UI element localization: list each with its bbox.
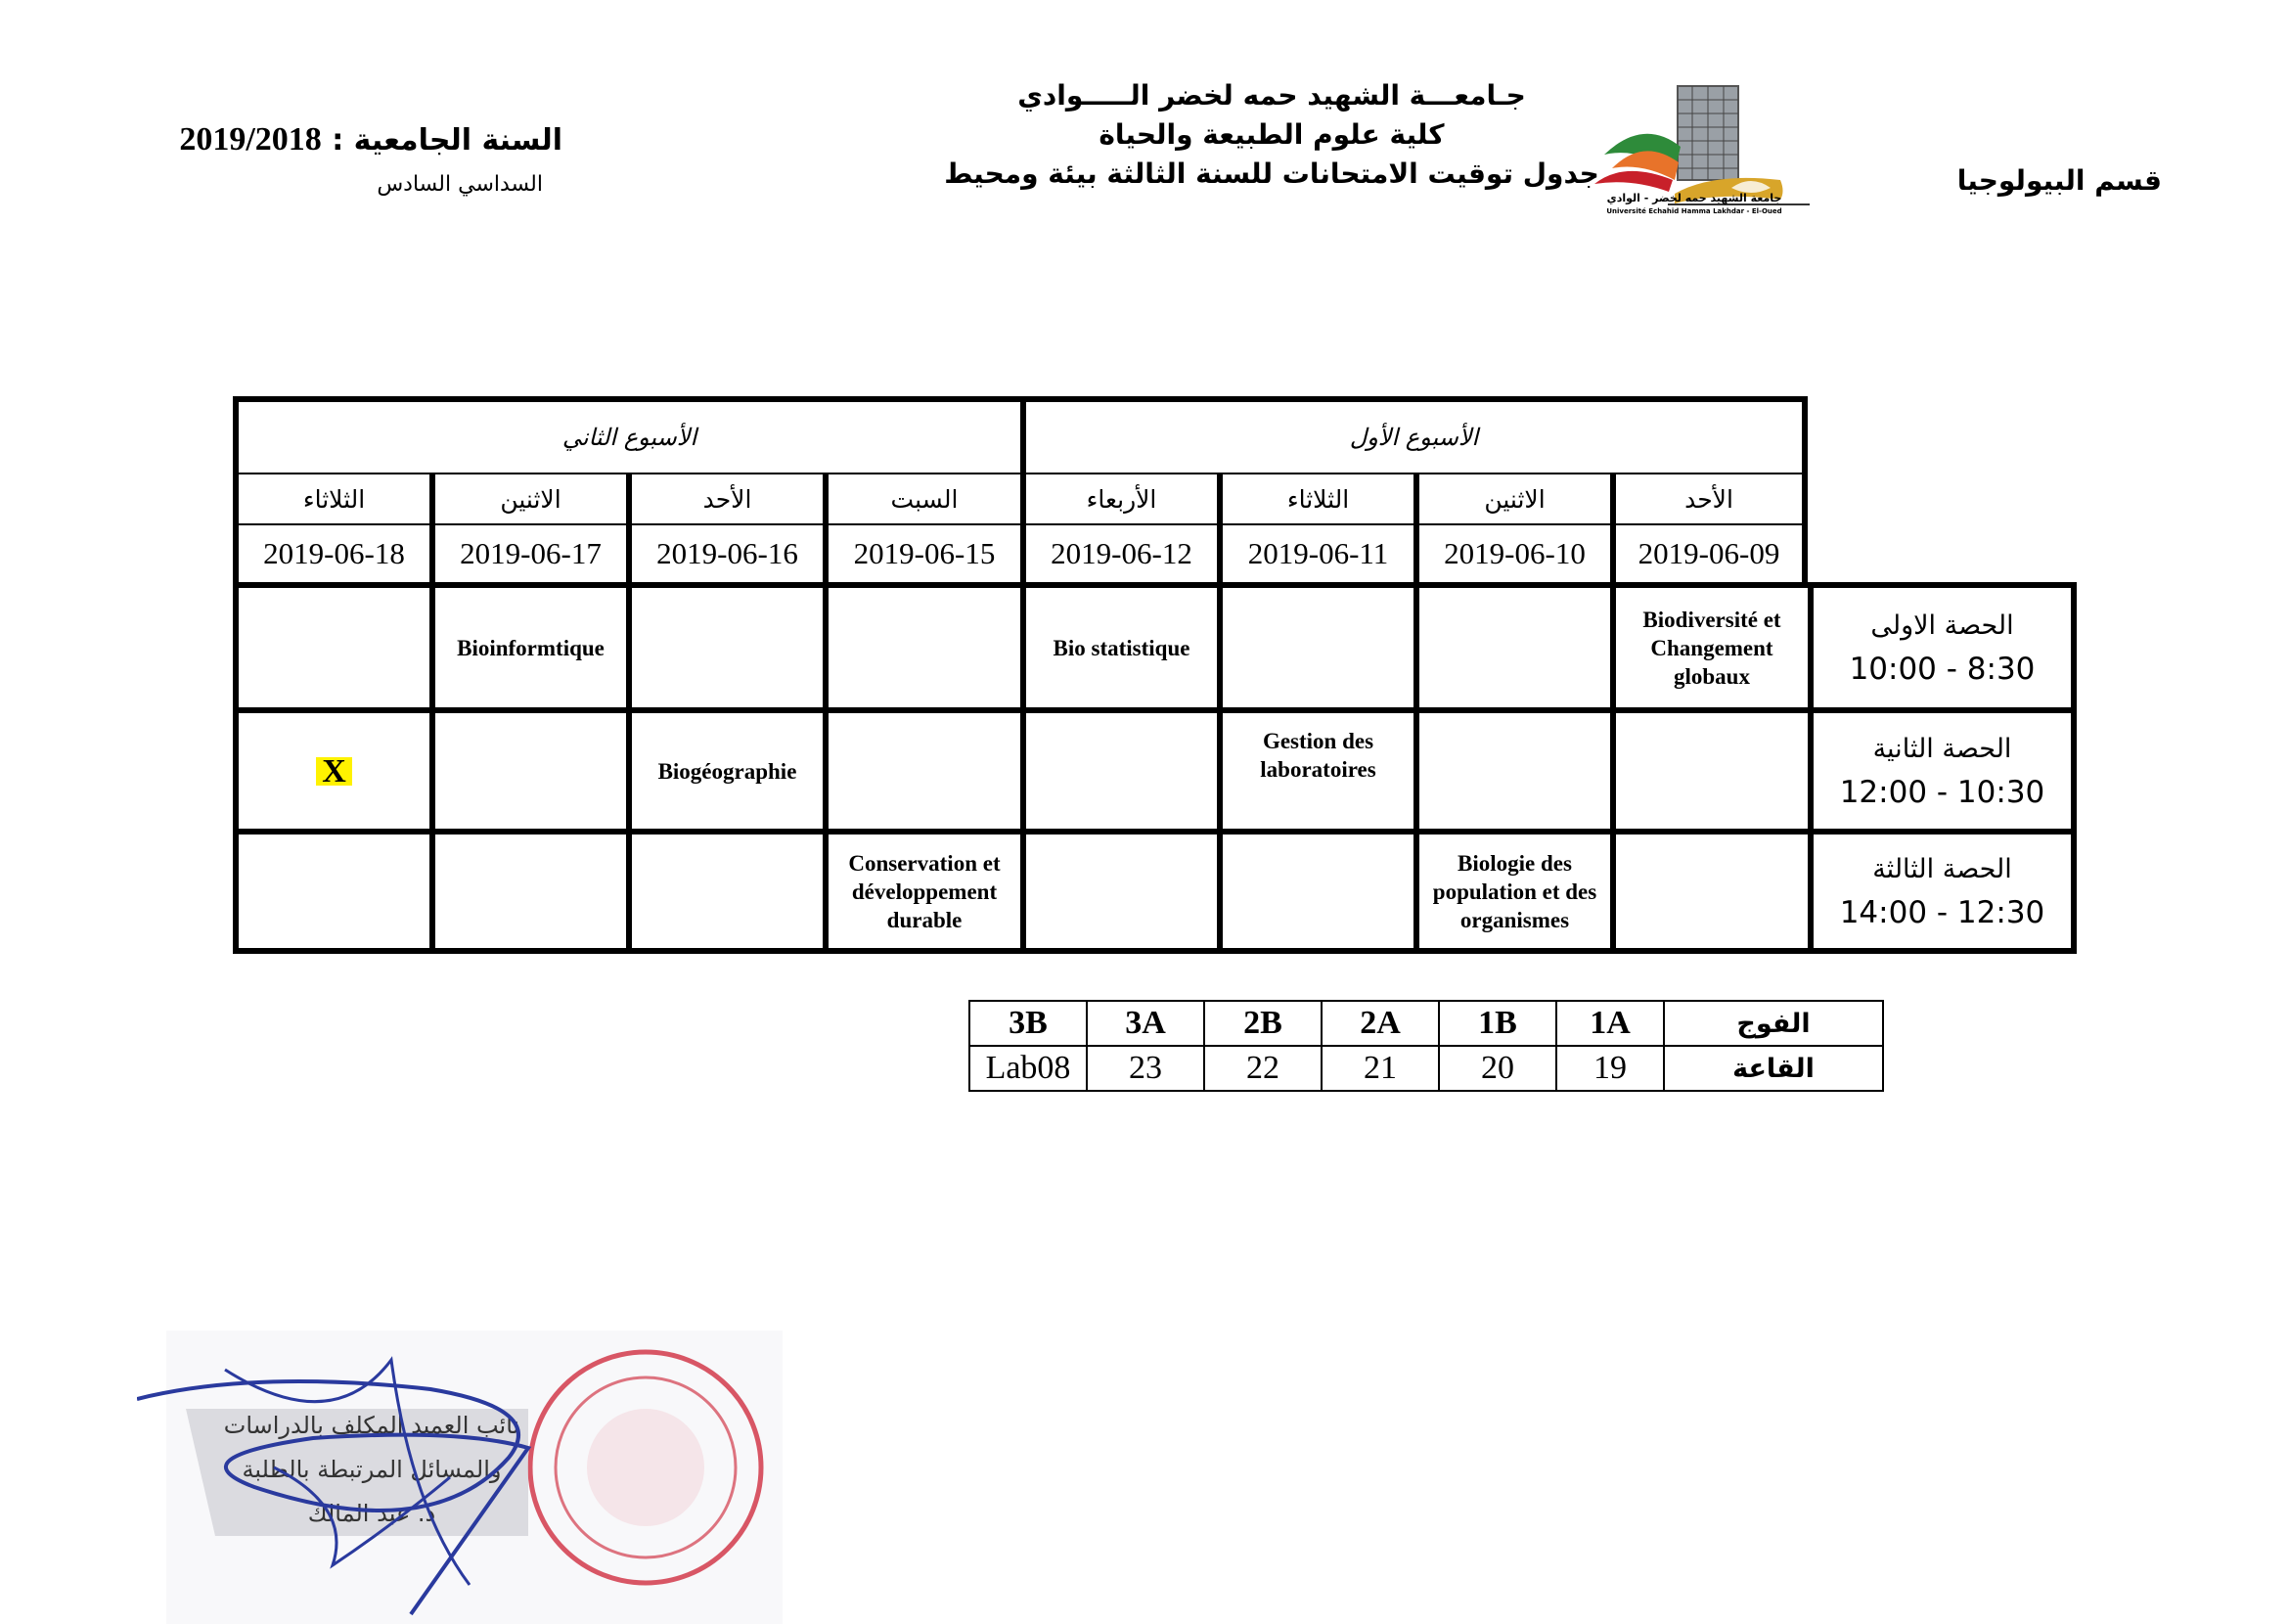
exam-conservation: Conservation et développement durable	[823, 829, 1020, 954]
group-cell: 2B	[1204, 1001, 1322, 1046]
slot-name: الحصة الاولى	[1870, 610, 2014, 641]
group-label: الفوج	[1664, 1001, 1883, 1046]
exam-cell	[233, 582, 429, 707]
rooms-table	[968, 1000, 1884, 1092]
day-date-6: 2019-06-16	[626, 523, 823, 582]
group-cell: 1B	[1439, 1001, 1556, 1046]
slot-1	[1808, 582, 2077, 707]
room-cell: 22	[1204, 1046, 1322, 1091]
exam-cell	[823, 582, 1020, 707]
semester: السداسي السادس	[377, 172, 543, 197]
room-cell: Lab08	[969, 1046, 1087, 1091]
day-name-8: الثلاثاء	[233, 474, 429, 523]
exam-cell	[626, 829, 823, 954]
exam-cell	[1413, 582, 1610, 707]
exam-cell	[1020, 829, 1217, 954]
room-cell: 20	[1439, 1046, 1556, 1091]
exam-cell	[1217, 582, 1413, 707]
day-name-1: الأحد	[1610, 474, 1808, 523]
day-date-8: 2019-06-18	[233, 523, 429, 582]
academic-year-value: 2019/2018	[179, 121, 322, 158]
signature-line2: والمسائل المرتبطة بالطلبة	[242, 1456, 502, 1483]
exam-bio-statistique: Bio statistique	[1020, 582, 1217, 707]
exam-cell-x	[233, 707, 429, 829]
schedule-title: جدول توقيت الامتحانات للسنة الثالثة بيئة ومحيط	[944, 158, 1599, 190]
room-cell: 21	[1322, 1046, 1439, 1091]
slot-2	[1808, 707, 2077, 829]
day-name-6: الأحد	[626, 474, 823, 523]
slot-3	[1808, 829, 2077, 954]
slot-time: 12:00 - 10:30	[1839, 775, 2045, 810]
slot-name: الحصة الثالثة	[1872, 854, 2012, 884]
week2-header: الأسبوع الثاني	[233, 396, 1020, 474]
day-name-2: الاثنين	[1413, 474, 1610, 523]
logo-caption-fr: Université Echahid Hamma Lakhdar - El-Oued	[1606, 207, 1782, 215]
exam-cell	[1413, 707, 1610, 829]
exam-cell	[429, 707, 626, 829]
room-cell: 19	[1556, 1046, 1664, 1091]
exam-schedule-table	[233, 396, 2077, 954]
day-date-2: 2019-06-10	[1413, 523, 1610, 582]
academic-year	[171, 121, 562, 158]
day-name-3: الثلاثاء	[1217, 474, 1413, 523]
week1-header: الأسبوع الأول	[1020, 396, 1808, 474]
department-name: قسم البيولوجيا	[1956, 164, 2162, 197]
slot-time: 14:00 - 12:30	[1839, 895, 2045, 930]
official-stamp-signature	[137, 1331, 783, 1624]
day-name-7: الاثنين	[429, 474, 626, 523]
university-name: جـامعـــة الشهيد حمه لخضر الـــــوادي	[1017, 79, 1526, 112]
signature-name: د. عبد المالك	[307, 1500, 436, 1527]
signature-line1: نائب العميد المكلف بالدراسات	[223, 1412, 520, 1439]
day-name-4: الأربعاء	[1020, 474, 1217, 523]
exam-cell	[1020, 707, 1217, 829]
day-name-5: السبت	[823, 474, 1020, 523]
exam-cell	[626, 582, 823, 707]
highlighted-x-mark: X	[316, 757, 352, 786]
exam-cell	[233, 829, 429, 954]
slot-time: 10:00 - 8:30	[1849, 652, 2036, 687]
exam-biologie-population: Biologie des population et des organismes	[1413, 829, 1610, 954]
day-date-1: 2019-06-09	[1610, 523, 1808, 582]
exam-bioinformatique: Bioinformtique	[429, 582, 626, 707]
logo-caption-ar: جامعة الشهيد حمه لخضر - الوادي	[1606, 192, 1782, 204]
exam-cell	[1610, 707, 1808, 829]
day-date-3: 2019-06-11	[1217, 523, 1413, 582]
group-cell: 1A	[1556, 1001, 1664, 1046]
exam-cell	[1217, 829, 1413, 954]
exam-gestion-laboratoires: Gestion des laboratoires	[1217, 707, 1413, 829]
exam-cell	[1610, 829, 1808, 954]
rooms-row	[969, 1046, 1883, 1091]
room-cell: 23	[1087, 1046, 1204, 1091]
group-cell: 3A	[1087, 1001, 1204, 1046]
exam-cell	[823, 707, 1020, 829]
day-date-7: 2019-06-17	[429, 523, 626, 582]
group-cell: 3B	[969, 1001, 1087, 1046]
groups-row	[969, 1001, 1883, 1046]
exam-cell	[429, 829, 626, 954]
group-cell: 2A	[1322, 1001, 1439, 1046]
slot-name: الحصة الثانية	[1872, 734, 2012, 764]
day-date-5: 2019-06-15	[823, 523, 1020, 582]
academic-year-label: السنة الجامعية :	[332, 123, 562, 158]
exam-biodiversite: Biodiversité et Changement globaux	[1610, 582, 1808, 707]
day-date-4: 2019-06-12	[1020, 523, 1217, 582]
exam-biogeographie: Biogéographie	[626, 707, 823, 829]
room-label: القاعة	[1664, 1046, 1883, 1091]
faculty-name: كلية علوم الطبيعة والحياة	[1099, 118, 1445, 151]
